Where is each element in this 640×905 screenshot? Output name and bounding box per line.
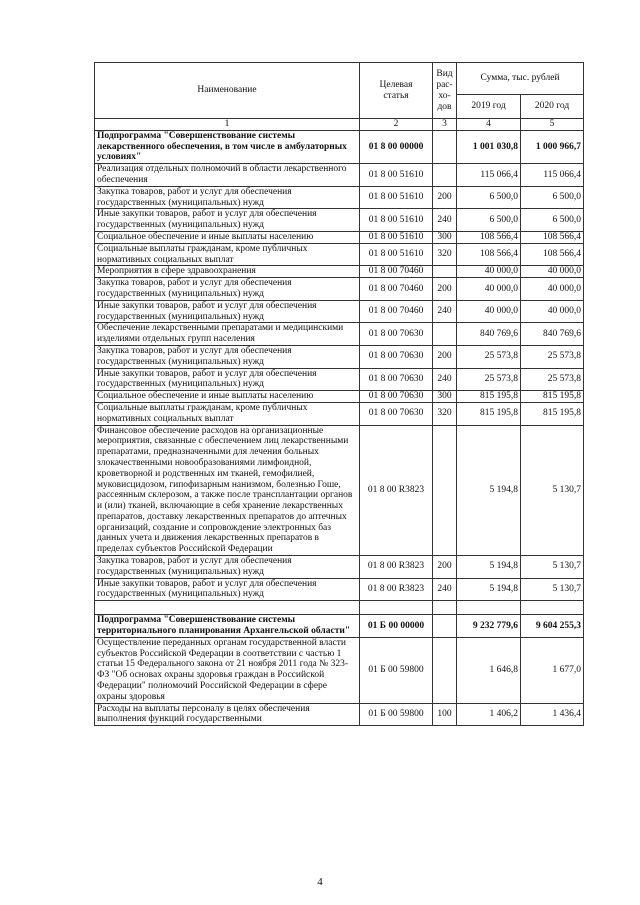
row-sum-2020: 5 130,7 [521,578,584,601]
row-name: Финансовое обеспечение расходов на организационные мероприятия, связанные с обеспечением лиц лекарственными препаратами, предназначенными для лечения больных злокачественными новообразованиями лимфоидной, кроветворной и родственных им тканей, гемофилией, муковисцидозом, гипофизарным нанизмом, болезнью Гоше, рассеянным склерозом, а также после трансплантации органов и (или) тканей, включающие в себя хранение лекарственных препаратов, доставку лекарственных препаратов до аптечных организаций, создание и сопровождение электронных баз данных учета и движения лекарственных препаратов в пределах субъектов Российской Федерации [95,425,360,556]
row-sum-2020: 9 604 255,3 [521,615,584,638]
row-name: Иные закупки товаров, работ и услуг для обеспечения государственных (муниципальных) нужд [95,300,360,323]
row-code: 01 8 00 51610 [360,164,433,187]
row-sum-2019: 9 232 779,6 [457,615,521,638]
row-code [360,601,433,615]
table-row [95,231,584,243]
table-row [95,578,584,601]
table-row [95,130,584,163]
row-sum-2020: 6 500,0 [521,186,584,209]
row-code: 01 8 00 R3823 [360,578,433,601]
row-sum-2020: 40 000,0 [521,300,584,323]
header-type-line4: дов [437,101,452,112]
row-code: 01 8 00 00000 [360,130,433,163]
header-type-line3: хо- [438,90,451,101]
row-type [433,164,457,187]
row-name: Социальное обеспечение и иные выплаты населению [95,231,360,243]
row-type: 200 [433,186,457,209]
table-row [95,266,584,278]
budget-table [94,62,584,726]
row-type [433,266,457,278]
header-type [433,63,457,119]
header-code-line2: статья [383,90,409,101]
table-row [95,209,584,232]
row-sum-2019: 840 769,6 [457,323,521,346]
header-year-2019-text: 2019 год [471,101,506,112]
row-sum-2019: 25 573,8 [457,368,521,391]
row-code: 01 Б 00 59800 [360,703,433,726]
row-sum-2020: 815 195,8 [521,391,584,403]
table-row [95,300,584,323]
row-name: Социальные выплаты гражданам, кроме публичных нормативных социальных выплат [95,402,360,425]
header-year-2020 [521,95,584,119]
row-sum-2020: 1 436,4 [521,703,584,726]
row-type: 300 [433,231,457,243]
header-sum-text: Сумма, тыс. рублей [480,73,560,84]
row-code: 01 8 00 70460 [360,266,433,278]
row-sum-2019: 40 000,0 [457,266,521,278]
header-row-1 [95,63,584,95]
header-name [95,63,360,119]
row-type: 240 [433,300,457,323]
row-code: 01 8 00 70630 [360,402,433,425]
row-name: Иные закупки товаров, работ и услуг для обеспечения государственных (муниципальных) нужд [95,209,360,232]
row-type [433,601,457,615]
row-name: Реализация отдельных полномочий в области лекарственного обеспечения [95,164,360,187]
row-sum-2020: 1 677,0 [521,637,584,703]
row-type [433,615,457,638]
row-sum-2019: 5 194,8 [457,425,521,556]
row-code: 01 8 00 51610 [360,209,433,232]
row-code: 01 Б 00 59800 [360,637,433,703]
row-type [433,425,457,556]
row-sum-2019: 6 500,0 [457,186,521,209]
row-sum-2019: 108 566,4 [457,243,521,266]
row-code: 01 Б 00 00000 [360,615,433,638]
header-code [360,63,433,119]
header-type-line1: Вид [436,68,453,79]
row-code: 01 8 00 70630 [360,323,433,346]
row-name: Иные закупки товаров, работ и услуг для обеспечения государственных (муниципальных) нужд [95,578,360,601]
row-sum-2020: 6 500,0 [521,209,584,232]
column-number-3: 3 [433,119,457,131]
row-name: Социальное обеспечение и иные выплаты населению [95,391,360,403]
page-number: 4 [317,876,323,888]
header-sum [457,63,584,95]
row-sum-2019: 40 000,0 [457,278,521,301]
header-code-line1: Целевая [379,79,413,90]
row-name: Закупка товаров, работ и услуг для обеспечения государственных (муниципальных) нужд [95,186,360,209]
row-code: 01 8 00 70630 [360,368,433,391]
row-code: 01 8 00 70630 [360,391,433,403]
row-sum-2020: 5 130,7 [521,556,584,579]
column-number-2: 2 [360,119,433,131]
row-name: Подпрограмма "Совершенствование системы территориального планирования Архангельской области" [95,615,360,638]
row-name: Осуществление переданных органам государственной власти субъектов Российской Федерации в соответствии с частью 1 статьи 15 Федерального закона от 21 ноября 2011 года № 323-ФЗ "Об основах охраны здоровья граждан в Российской Федерации" полномочий Российской Федерации в сфере охраны здоровья [95,637,360,703]
row-type: 240 [433,578,457,601]
row-sum-2019: 1 646,8 [457,637,521,703]
row-sum-2019: 25 573,8 [457,345,521,368]
row-sum-2019: 815 195,8 [457,391,521,403]
row-sum-2019 [457,601,521,615]
row-code: 01 8 00 R3823 [360,425,433,556]
row-name: Социальные выплаты гражданам, кроме публичных нормативных социальных выплат [95,243,360,266]
row-sum-2020 [521,601,584,615]
row-sum-2020: 25 573,8 [521,368,584,391]
table-row [95,323,584,346]
row-sum-2019: 108 566,4 [457,231,521,243]
table-row [95,345,584,368]
table-row-empty [95,601,584,615]
row-sum-2019: 5 194,8 [457,556,521,579]
row-code: 01 8 00 51610 [360,231,433,243]
row-sum-2020: 815 195,8 [521,402,584,425]
row-sum-2020: 40 000,0 [521,266,584,278]
table-row [95,186,584,209]
row-name: Закупка товаров, работ и услуг для обеспечения государственных (муниципальных) нужд [95,556,360,579]
row-type: 200 [433,556,457,579]
table-row [95,368,584,391]
row-name: Подпрограмма "Совершенствование системы лекарственного обеспечения, в том числе в амбулаторных условиях" [95,130,360,163]
row-type: 300 [433,391,457,403]
table-row [95,391,584,403]
row-type: 320 [433,402,457,425]
row-name: Расходы на выплаты персоналу в целях обеспечения выполнения функций государственными [95,703,360,726]
row-code: 01 8 00 70460 [360,278,433,301]
column-numbers-row [95,119,584,131]
row-sum-2019: 40 000,0 [457,300,521,323]
row-name: Закупка товаров, работ и услуг для обеспечения государственных (муниципальных) нужд [95,278,360,301]
row-sum-2019: 5 194,8 [457,578,521,601]
column-number-5: 5 [521,119,584,131]
row-name: Закупка товаров, работ и услуг для обеспечения государственных (муниципальных) нужд [95,345,360,368]
row-code: 01 8 00 70630 [360,345,433,368]
row-type: 200 [433,345,457,368]
row-type [433,323,457,346]
row-sum-2020: 5 130,7 [521,425,584,556]
column-number-1: 1 [95,119,360,131]
table-row [95,615,584,638]
row-type: 100 [433,703,457,726]
row-sum-2019: 1 001 030,8 [457,130,521,163]
row-sum-2020: 1 000 966,7 [521,130,584,163]
row-type: 240 [433,368,457,391]
row-name [95,601,360,615]
row-type: 240 [433,209,457,232]
table-row [95,703,584,726]
row-code: 01 8 00 70460 [360,300,433,323]
row-sum-2020: 115 066,4 [521,164,584,187]
table-row [95,425,584,556]
table-row [95,402,584,425]
row-code: 01 8 00 51610 [360,243,433,266]
row-sum-2020: 108 566,4 [521,243,584,266]
row-name: Обеспечение лекарственными препаратами и медицинскими изделиями отдельных групп населения [95,323,360,346]
row-sum-2019: 115 066,4 [457,164,521,187]
row-code: 01 8 00 R3823 [360,556,433,579]
row-sum-2020: 25 573,8 [521,345,584,368]
column-number-4: 4 [457,119,521,131]
table-row [95,164,584,187]
header-year-2020-text: 2020 год [534,101,570,112]
table-row [95,278,584,301]
row-type: 200 [433,278,457,301]
table-row [95,243,584,266]
row-code: 01 8 00 51610 [360,186,433,209]
row-type: 320 [433,243,457,266]
header-year-2019 [457,95,521,119]
row-sum-2019: 815 195,8 [457,402,521,425]
row-sum-2019: 6 500,0 [457,209,521,232]
table-row [95,637,584,703]
row-sum-2020: 108 566,4 [521,231,584,243]
row-type [433,130,457,163]
header-type-line2: рас- [436,79,453,90]
row-sum-2019: 1 406,2 [457,703,521,726]
row-type [433,637,457,703]
row-sum-2020: 40 000,0 [521,278,584,301]
header-name-text: Наименование [197,85,257,96]
row-sum-2020: 840 769,6 [521,323,584,346]
row-name: Иные закупки товаров, работ и услуг для обеспечения государственных (муниципальных) нужд [95,368,360,391]
row-name: Мероприятия в сфере здравоохранения [95,266,360,278]
table-row [95,556,584,579]
